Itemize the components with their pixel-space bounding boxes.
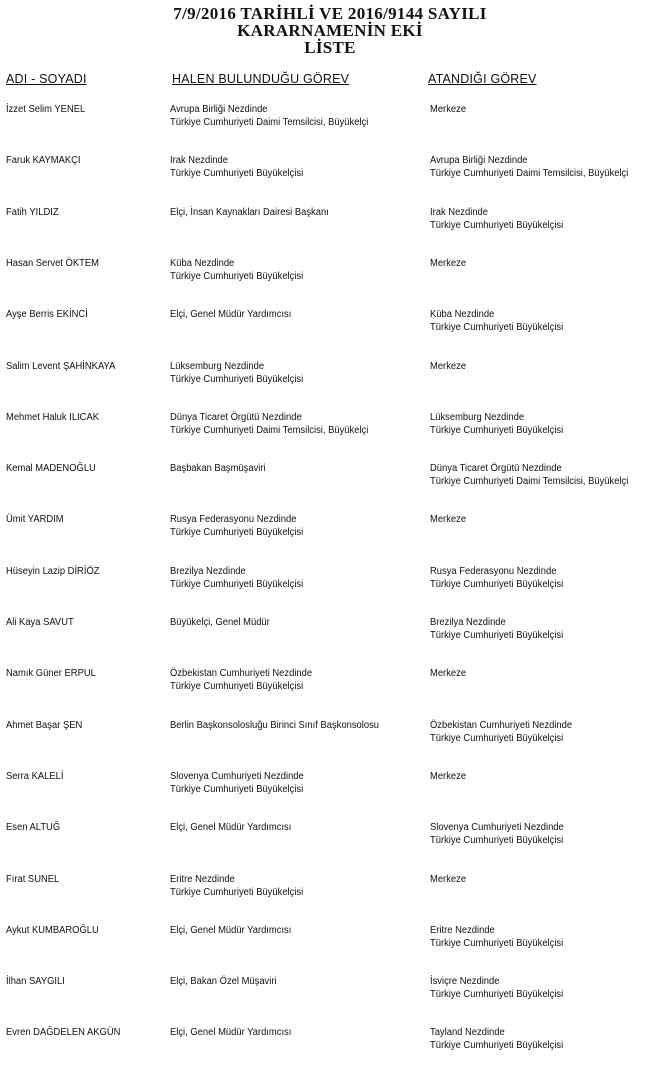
table-row xyxy=(0,616,660,656)
assigned-post xyxy=(430,924,563,950)
current-post-line: Elçi, Genel Müdür Yardımcısı xyxy=(170,924,292,936)
current-post xyxy=(170,667,312,693)
assigned-post-line: Türkiye Cumhuriyeti Büyükelçisi xyxy=(430,578,564,590)
person-name: Ümit YARDIM xyxy=(6,514,64,526)
assigned-post-line: Türkiye Cumhuriyeti Daimi Temsilcisi, Büyükelçi xyxy=(430,168,629,180)
current-post xyxy=(170,565,303,591)
table-row xyxy=(0,154,660,194)
assigned-post xyxy=(430,667,466,680)
title-line-3: LİSTE xyxy=(304,38,356,57)
assigned-post-line: Slovenya Cumhuriyeti Nezdinde xyxy=(430,822,564,834)
current-post xyxy=(170,206,329,219)
assigned-post-line: Merkeze xyxy=(430,360,467,372)
table-row xyxy=(0,975,660,1015)
person-name: Mehmet Haluk ILICAK xyxy=(6,411,100,423)
current-post-line: Türkiye Cumhuriyeti Daimi Temsilcisi, Büyükelçi xyxy=(170,424,369,436)
assigned-post-line: Türkiye Cumhuriyeti Büyükelçisi xyxy=(430,989,564,1001)
table-row xyxy=(0,873,660,913)
table-row xyxy=(0,257,660,297)
current-post xyxy=(170,1026,291,1039)
table-row xyxy=(0,1026,660,1066)
assigned-post-line: Rusya Federasyonu Nezdinde xyxy=(430,565,557,577)
column-header-assigned-post: ATANDIĞI GÖREV xyxy=(428,72,537,86)
person-name: Hasan Servet ÖKTEM xyxy=(6,257,99,269)
table-row xyxy=(0,565,660,605)
assigned-post xyxy=(430,719,572,745)
current-post-line: Türkiye Cumhuriyeti Büyükelçisi xyxy=(170,168,304,180)
assigned-post-line: Türkiye Cumhuriyeti Büyükelçisi xyxy=(430,322,564,334)
table-row xyxy=(0,411,660,451)
table-row xyxy=(0,719,660,759)
table-row xyxy=(0,770,660,810)
current-post xyxy=(170,308,291,321)
assigned-post-line: Merkeze xyxy=(430,668,467,680)
table-row xyxy=(0,462,660,502)
assigned-post xyxy=(430,462,628,488)
assigned-post-line: Türkiye Cumhuriyeti Büyükelçisi xyxy=(430,424,564,436)
person-name: Faruk KAYMAKÇI xyxy=(6,155,81,167)
assigned-post-line: Merkeze xyxy=(430,104,467,115)
person-name: Ali Kaya SAVUT xyxy=(6,617,74,628)
assigned-post-line: Türkiye Cumhuriyeti Büyükelçisi xyxy=(430,835,564,847)
current-post xyxy=(170,873,303,899)
current-post-line: Rusya Federasyonu Nezdinde xyxy=(170,514,297,526)
person-name: Fatih YILDIZ xyxy=(6,206,59,218)
assigned-post-line: Türkiye Cumhuriyeti Büyükelçisi xyxy=(430,630,564,641)
current-post-line: Türkiye Cumhuriyeti Büyükelçisi xyxy=(170,783,304,795)
person-name: Serra KALELİ xyxy=(6,770,64,782)
current-post xyxy=(170,360,303,386)
assigned-post-line: Özbekistan Cumhuriyeti Nezdinde xyxy=(430,719,573,731)
table-row xyxy=(0,924,660,964)
current-post-line: Başbakan Başmüşaviri xyxy=(170,463,266,475)
person-name: Aykut KUMBAROĞLU xyxy=(6,924,99,936)
table-row xyxy=(0,308,660,348)
current-post-line: Türkiye Cumhuriyeti Büyükelçisi xyxy=(170,270,304,282)
person-name: Esen ALTUĞ xyxy=(6,822,61,834)
current-post-line: Özbekistan Cumhuriyeti Nezdinde xyxy=(170,668,313,680)
person-name: Evren DAĞDELEN AKGÜN xyxy=(6,1027,121,1039)
assigned-post-line: Lüksemburg Nezdinde xyxy=(430,411,525,423)
person-name: Fırat SUNEL xyxy=(6,873,60,885)
person-name: İzzet Selim YENEL xyxy=(6,104,86,115)
person-name: Namık Güner ERPUL xyxy=(6,668,96,680)
assigned-post-line: Merkeze xyxy=(430,770,467,782)
current-post-line: Brezilya Nezdinde xyxy=(170,565,246,577)
current-post-line: Türkiye Cumhuriyeti Büyükelçisi xyxy=(170,578,304,590)
current-post-line: Türkiye Cumhuriyeti Büyükelçisi xyxy=(170,681,304,693)
current-post xyxy=(170,462,266,475)
table-row xyxy=(0,360,660,400)
assigned-post xyxy=(430,513,466,526)
current-post-line: Dünya Ticaret Örgütü Nezdinde xyxy=(170,411,302,423)
title-line-2: KARARNAMENİN EKİ xyxy=(237,21,423,40)
assigned-post xyxy=(430,411,563,437)
assigned-post xyxy=(430,360,466,373)
current-post xyxy=(170,616,270,629)
table-row xyxy=(0,821,660,861)
assigned-post-line: Brezilya Nezdinde xyxy=(430,617,506,628)
table-row xyxy=(0,103,660,143)
assigned-post-line: Türkiye Cumhuriyeti Büyükelçisi xyxy=(430,1040,564,1052)
current-post-line: Türkiye Cumhuriyeti Büyükelçisi xyxy=(170,527,304,539)
table-row xyxy=(0,667,660,707)
table-row xyxy=(0,206,660,246)
current-post xyxy=(170,821,291,834)
assigned-post xyxy=(430,257,466,270)
assigned-post-line: Avrupa Birliği Nezdinde xyxy=(430,155,528,167)
current-post-line: Lüksemburg Nezdinde xyxy=(170,360,265,372)
assigned-post xyxy=(430,821,564,847)
person-name: Hüseyin Lazip DİRİÖZ xyxy=(6,565,100,577)
person-name: Salim Levent ŞAHİNKAYA xyxy=(6,360,116,372)
assigned-post xyxy=(430,1026,563,1052)
current-post-line: Büyükelçi, Genel Müdür xyxy=(170,617,270,628)
column-header-current-post: HALEN BULUNDUĞU GÖREV xyxy=(172,72,350,86)
person-name: Kemal MADENOĞLU xyxy=(6,463,96,475)
assigned-post xyxy=(430,770,466,783)
assigned-post-line: Irak Nezdinde xyxy=(430,206,489,218)
current-post-line: Elçi, İnsan Kaynakları Dairesi Başkanı xyxy=(170,206,329,218)
person-name: Ahmet Başar ŞEN xyxy=(6,719,83,731)
current-post-line: Eritre Nezdinde xyxy=(170,873,235,885)
assigned-post-line: Küba Nezdinde xyxy=(430,309,495,321)
assigned-post-line: Türkiye Cumhuriyeti Büyükelçisi xyxy=(430,937,564,949)
current-post-line: Avrupa Birliği Nezdinde xyxy=(170,104,268,115)
assigned-post-line: Merkeze xyxy=(430,873,467,885)
assigned-post-line: Türkiye Cumhuriyeti Büyükelçisi xyxy=(430,219,564,231)
person-name: İlhan SAYGILI xyxy=(6,976,65,988)
current-post-line: Elçi, Genel Müdür Yardımcısı xyxy=(170,822,292,834)
assigned-post xyxy=(430,975,563,1001)
current-post-line: Irak Nezdinde xyxy=(170,155,229,167)
assigned-post-line: Türkiye Cumhuriyeti Büyükelçisi xyxy=(430,732,564,744)
person-name: Ayşe Berris EKİNCİ xyxy=(6,309,88,321)
current-post xyxy=(170,257,303,283)
assigned-post-line: Dünya Ticaret Örgütü Nezdinde xyxy=(430,463,562,475)
current-post-line: Küba Nezdinde xyxy=(170,257,235,269)
assigned-post-line: Merkeze xyxy=(430,257,467,269)
current-post-line: Elçi, Bakan Özel Müşaviri xyxy=(170,976,277,988)
assigned-post xyxy=(430,206,563,232)
current-post xyxy=(170,719,379,732)
assigned-post-line: Merkeze xyxy=(430,514,467,526)
assigned-post xyxy=(430,154,628,180)
current-post-line: Türkiye Cumhuriyeti Büyükelçisi xyxy=(170,886,304,898)
assigned-post xyxy=(430,103,466,116)
current-post-line: Elçi, Genel Müdür Yardımcısı xyxy=(170,1027,292,1039)
current-post xyxy=(170,770,304,796)
assigned-post xyxy=(430,616,563,642)
assigned-post xyxy=(430,565,563,591)
current-post-line: Türkiye Cumhuriyeti Daimi Temsilcisi, Büyükelçi xyxy=(170,117,369,128)
current-post-line: Berlin Başkonsolosluğu Birinci Sınıf Başkonsolosu xyxy=(170,719,380,731)
column-header-name: ADI - SOYADI xyxy=(6,72,87,86)
assigned-post xyxy=(430,873,466,886)
assigned-post xyxy=(430,308,563,334)
assigned-post-line: Türkiye Cumhuriyeti Daimi Temsilcisi, Büyükelçi xyxy=(430,476,629,488)
current-post xyxy=(170,103,368,129)
assigned-post-line: İsviçre Nezdinde xyxy=(430,976,500,988)
current-post xyxy=(170,513,303,539)
current-post-line: Türkiye Cumhuriyeti Büyükelçisi xyxy=(170,373,304,385)
current-post-line: Slovenya Cumhuriyeti Nezdinde xyxy=(170,770,304,782)
assigned-post-line: Eritre Nezdinde xyxy=(430,924,495,936)
current-post-line: Elçi, Genel Müdür Yardımcısı xyxy=(170,309,292,321)
current-post xyxy=(170,154,303,180)
assigned-post-line: Tayland Nezdinde xyxy=(430,1027,505,1039)
current-post xyxy=(170,411,368,437)
current-post xyxy=(170,924,291,937)
table-row xyxy=(0,513,660,553)
title-line-1: 7/9/2016 TARİHLİ VE 2016/9144 SAYILI xyxy=(173,4,487,23)
current-post xyxy=(170,975,277,988)
